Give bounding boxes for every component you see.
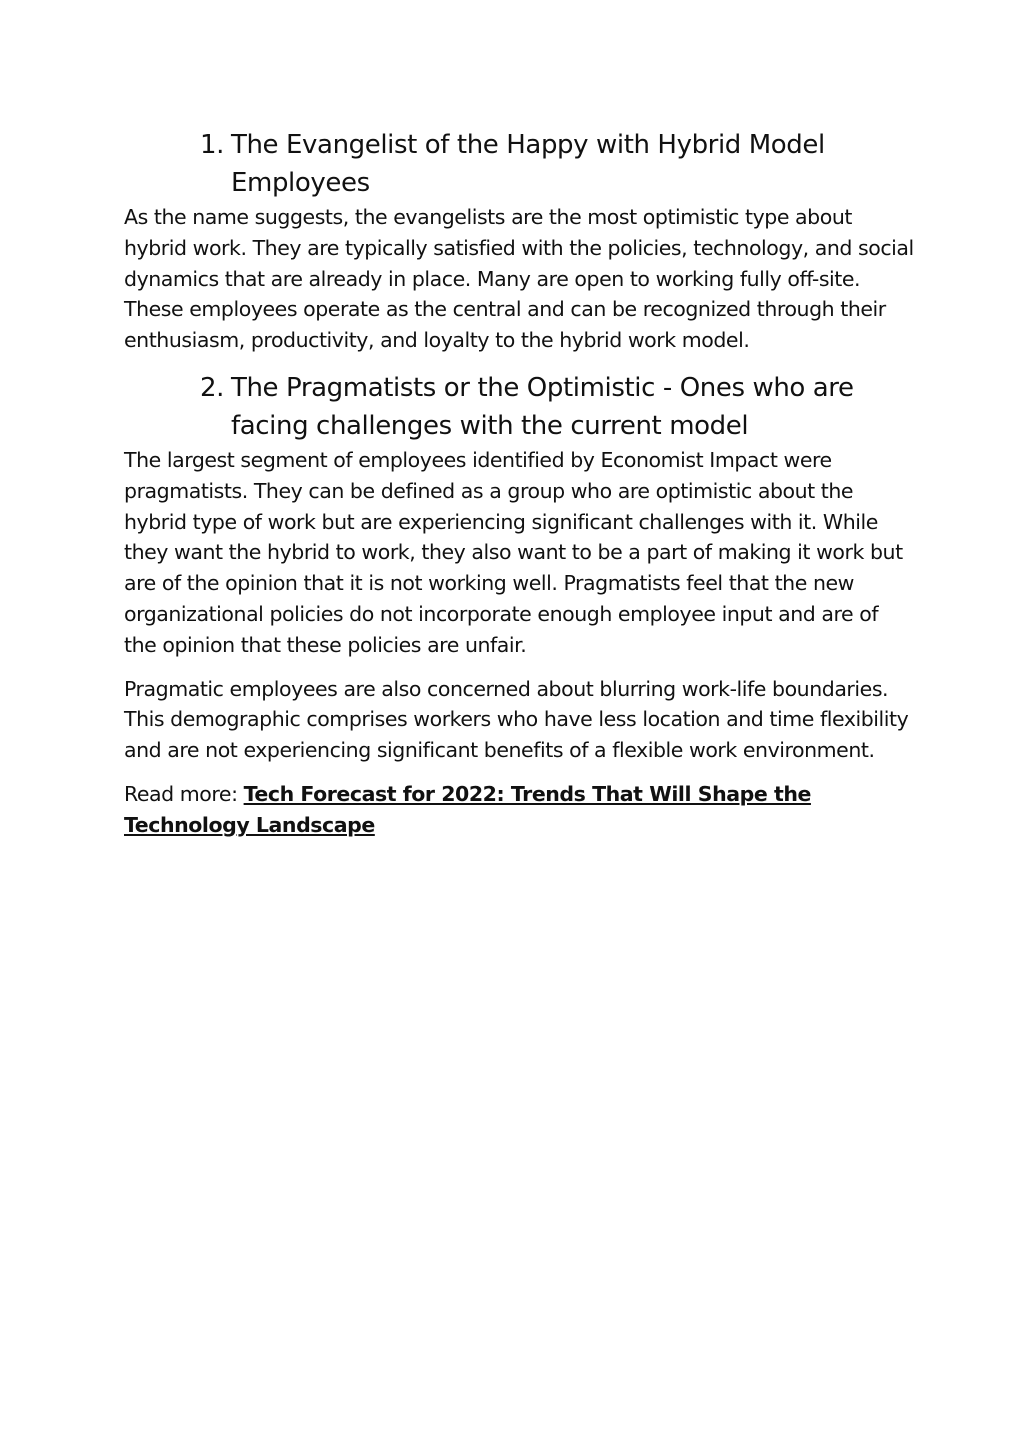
read-more-prefix: Read more: — [124, 781, 244, 806]
heading-text: The Pragmatists or the Optimistic - Ones who are facing challenges with the current model — [231, 372, 854, 441]
list-number: 1. — [200, 130, 225, 160]
read-more — [124, 779, 914, 841]
document-page — [124, 126, 914, 841]
paragraph-pragmatists-1: The largest segment of employees identified by Economist Impact were pragmatists. They can be defined as a group who are optimistic about the hybrid type of work but are experiencing significant challenges with it. While they want the hybrid to work, they also want to be a part of making it work but are of the opinion that it is not working well. Pragmatists feel that the new organizational policies do not incorporate enough employee input and are of the opinion that these policies are unfair. — [124, 447, 903, 657]
read-more-link[interactable]: Tech Forecast for 2022: Trends That Will Shape the Technology Landscape — [124, 781, 811, 837]
list-number: 2. — [200, 372, 225, 403]
section-heading-evangelist — [200, 126, 914, 202]
heading-text: The Evangelist of the Happy with Hybrid Model Employees — [231, 130, 825, 198]
section-heading-pragmatists — [200, 369, 914, 445]
paragraph-pragmatists-2: Pragmatic employees are also concerned about blurring work-life boundaries. This demographic comprises workers who have less location and time flexibility and are not experiencing significant benefits of a flexible work environment. — [124, 676, 909, 763]
paragraph-evangelist: As the name suggests, the evangelists are the most optimistic type about hybrid work. They are typically satisfied with the policies, technology, and social dynamics that are already in place. Many are open to working fully off-site. These employees operate as the central and can be recognized through their enthusiasm, productivity, and loyalty to the hybrid work model. — [124, 205, 914, 353]
